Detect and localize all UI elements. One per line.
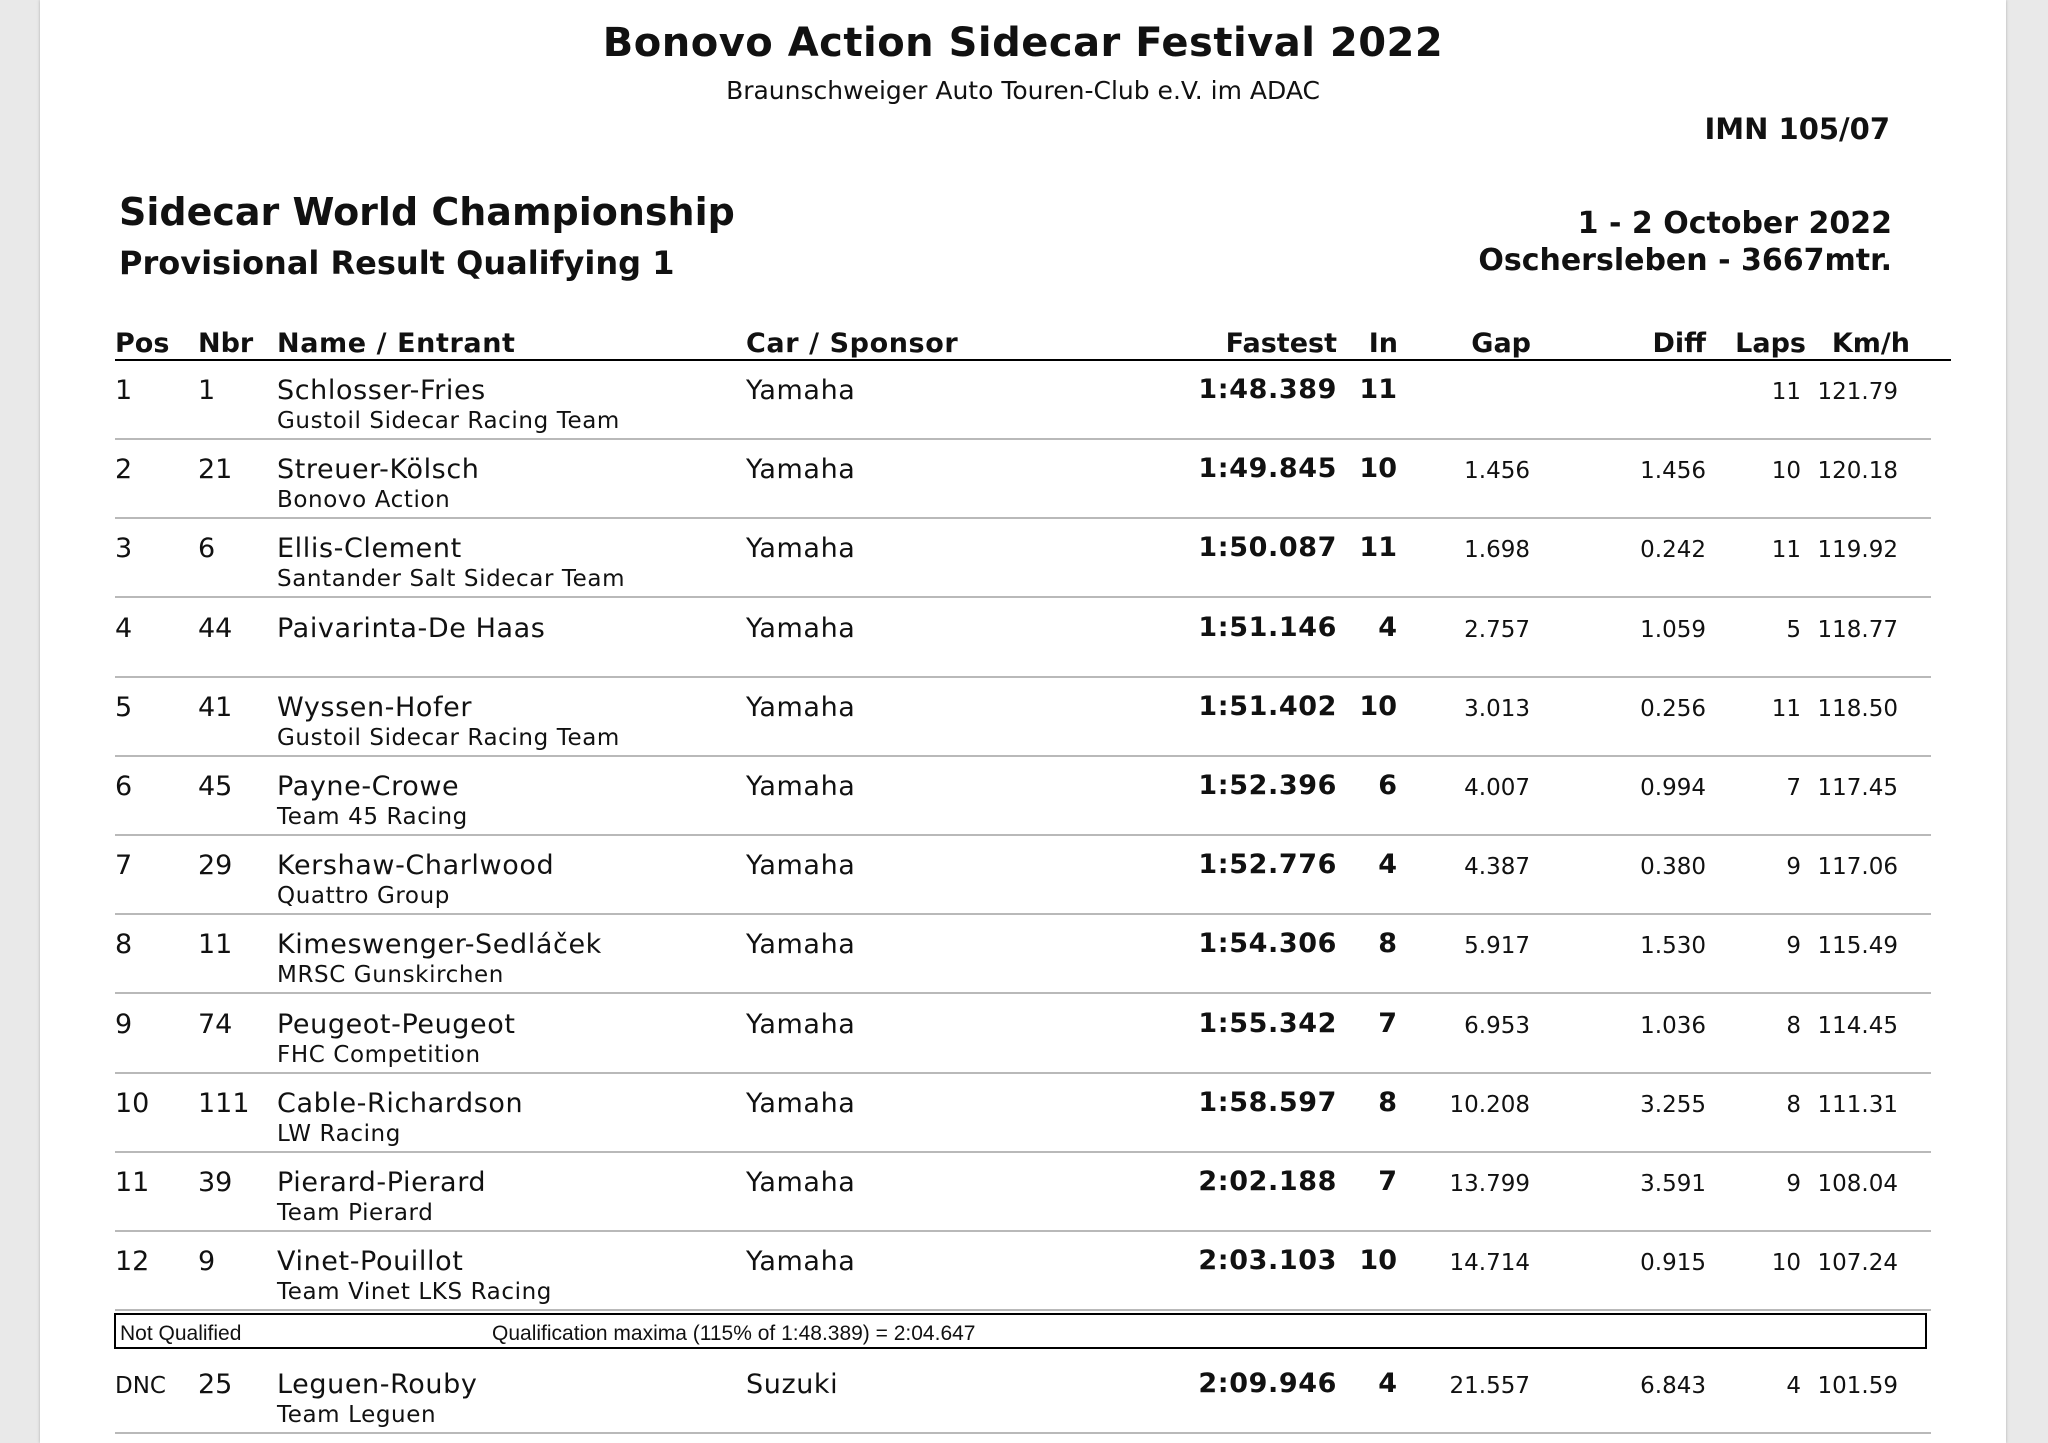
fastest-in-lap: 6 bbox=[1378, 770, 1397, 801]
gap-value: 4.387 bbox=[1464, 854, 1530, 880]
car-sponsor: Yamaha bbox=[746, 1009, 856, 1040]
fastest-in-lap: 8 bbox=[1378, 928, 1397, 959]
gap-value: 1.456 bbox=[1464, 458, 1530, 484]
crew-name: Vinet-Pouillot bbox=[277, 1246, 464, 1277]
crew-name: Peugeot-Peugeot bbox=[277, 1009, 516, 1040]
speed-value: 111.31 bbox=[1817, 1092, 1898, 1118]
car-sponsor: Yamaha bbox=[746, 533, 856, 564]
row-divider bbox=[115, 596, 1931, 598]
car-sponsor: Yamaha bbox=[746, 929, 856, 960]
table-row bbox=[40, 995, 2006, 1074]
fastest-lap: 1:51.146 bbox=[1198, 612, 1337, 643]
number-cell: 9 bbox=[198, 1246, 216, 1277]
laps-value: 10 bbox=[1771, 1250, 1801, 1276]
gap-value: 21.557 bbox=[1449, 1373, 1530, 1399]
speed-value: 117.06 bbox=[1817, 854, 1898, 880]
diff-value: 1.036 bbox=[1640, 1013, 1706, 1039]
entrant-name: Team Leguen bbox=[277, 1402, 437, 1428]
gap-value: 6.953 bbox=[1464, 1013, 1530, 1039]
fastest-lap: 2:02.188 bbox=[1198, 1166, 1337, 1197]
pos-cell: 11 bbox=[115, 1167, 150, 1198]
diff-value: 1.059 bbox=[1640, 617, 1706, 643]
crew-name: Kimeswenger-Sedláček bbox=[277, 929, 602, 960]
diff-value: 3.591 bbox=[1640, 1171, 1706, 1197]
diff-value: 0.915 bbox=[1640, 1250, 1706, 1276]
speed-value: 117.45 bbox=[1817, 775, 1898, 801]
gap-value: 13.799 bbox=[1449, 1171, 1530, 1197]
col-car: Car / Sponsor bbox=[746, 328, 959, 359]
speed-value: 118.50 bbox=[1817, 696, 1898, 722]
fastest-lap: 1:55.342 bbox=[1198, 1008, 1337, 1039]
diff-value: 0.256 bbox=[1640, 696, 1706, 722]
crew-name: Kershaw-Charlwood bbox=[277, 850, 555, 881]
imn-number: IMN 105/07 bbox=[1704, 112, 1890, 146]
results-page bbox=[40, 0, 2006, 1443]
championship-title: Sidecar World Championship bbox=[119, 190, 735, 234]
col-fastest: Fastest bbox=[1225, 328, 1337, 359]
speed-value: 119.92 bbox=[1817, 537, 1898, 563]
pos-cell: 3 bbox=[115, 533, 133, 564]
organizer: Braunschweiger Auto Touren-Club e.V. im ADAC bbox=[726, 76, 1320, 105]
car-sponsor: Suzuki bbox=[746, 1369, 839, 1400]
table-row bbox=[40, 1355, 2006, 1434]
laps-value: 10 bbox=[1771, 458, 1801, 484]
number-cell: 44 bbox=[198, 613, 233, 644]
pos-cell: 12 bbox=[115, 1246, 150, 1277]
number-cell: 39 bbox=[198, 1167, 233, 1198]
fastest-lap: 1:58.597 bbox=[1198, 1087, 1337, 1118]
entrant-name: Gustoil Sidecar Racing Team bbox=[277, 408, 620, 434]
laps-value: 8 bbox=[1786, 1092, 1801, 1118]
fastest-lap: 2:03.103 bbox=[1198, 1245, 1337, 1276]
pos-cell: 2 bbox=[115, 454, 133, 485]
gap-value: 4.007 bbox=[1464, 775, 1530, 801]
fastest-lap: 1:48.389 bbox=[1198, 374, 1337, 405]
fastest-in-lap: 10 bbox=[1359, 691, 1397, 722]
row-divider bbox=[115, 1309, 1931, 1311]
crew-name: Payne-Crowe bbox=[277, 771, 460, 802]
entrant-name: Quattro Group bbox=[277, 883, 450, 909]
speed-value: 115.49 bbox=[1817, 933, 1898, 959]
car-sponsor: Yamaha bbox=[746, 850, 856, 881]
speed-value: 107.24 bbox=[1817, 1250, 1898, 1276]
gap-value: 2.757 bbox=[1464, 617, 1530, 643]
table-row bbox=[40, 361, 2006, 440]
event-venue: Oschersleben - 3667mtr. bbox=[1478, 243, 1892, 278]
crew-name: Paivarinta-De Haas bbox=[277, 613, 546, 644]
not-qualified-label: Not Qualified bbox=[120, 1322, 242, 1345]
entrant-name: LW Racing bbox=[277, 1121, 401, 1147]
laps-value: 9 bbox=[1786, 1171, 1801, 1197]
pos-cell: 5 bbox=[115, 692, 133, 723]
laps-value: 9 bbox=[1786, 854, 1801, 880]
entrant-name: Bonovo Action bbox=[277, 487, 451, 513]
number-cell: 21 bbox=[198, 454, 233, 485]
entrant-name: Santander Salt Sidecar Team bbox=[277, 566, 626, 592]
laps-value: 11 bbox=[1771, 379, 1801, 405]
table-row bbox=[40, 757, 2006, 836]
laps-value: 8 bbox=[1786, 1013, 1801, 1039]
laps-value: 11 bbox=[1771, 696, 1801, 722]
fastest-in-lap: 4 bbox=[1378, 849, 1397, 880]
pos-cell: 6 bbox=[115, 771, 133, 802]
crew-name: Leguen-Rouby bbox=[277, 1369, 478, 1400]
car-sponsor: Yamaha bbox=[746, 1088, 856, 1119]
qualification-maxima: Qualification maxima (115% of 1:48.389) = 2:04.647 bbox=[492, 1322, 976, 1345]
table-row bbox=[40, 519, 2006, 598]
not-qualified-box bbox=[114, 1313, 1927, 1349]
col-in: In bbox=[1368, 328, 1398, 359]
diff-value: 0.994 bbox=[1640, 775, 1706, 801]
fastest-lap: 1:52.776 bbox=[1198, 849, 1337, 880]
speed-value: 118.77 bbox=[1817, 617, 1898, 643]
car-sponsor: Yamaha bbox=[746, 1246, 856, 1277]
speed-value: 114.45 bbox=[1817, 1013, 1898, 1039]
table-row bbox=[40, 915, 2006, 994]
diff-value: 0.242 bbox=[1640, 537, 1706, 563]
laps-value: 4 bbox=[1786, 1373, 1801, 1399]
pos-cell: DNC bbox=[115, 1373, 166, 1399]
number-cell: 1 bbox=[198, 375, 216, 406]
gap-value: 14.714 bbox=[1449, 1250, 1530, 1276]
pos-cell: 1 bbox=[115, 375, 133, 406]
fastest-lap: 1:49.845 bbox=[1198, 453, 1337, 484]
speed-value: 101.59 bbox=[1817, 1373, 1898, 1399]
car-sponsor: Yamaha bbox=[746, 375, 856, 406]
crew-name: Streuer-Kölsch bbox=[277, 454, 480, 485]
number-cell: 29 bbox=[198, 850, 233, 881]
pos-cell: 10 bbox=[115, 1088, 150, 1119]
table-row bbox=[40, 678, 2006, 757]
event-dates: 1 - 2 October 2022 bbox=[1577, 206, 1892, 241]
diff-value: 1.456 bbox=[1640, 458, 1706, 484]
pos-cell: 8 bbox=[115, 929, 133, 960]
fastest-lap: 1:51.402 bbox=[1198, 691, 1337, 722]
fastest-in-lap: 10 bbox=[1359, 1245, 1397, 1276]
speed-value: 120.18 bbox=[1817, 458, 1898, 484]
col-gap: Gap bbox=[1471, 328, 1531, 359]
crew-name: Schlosser-Fries bbox=[277, 375, 486, 406]
number-cell: 25 bbox=[198, 1369, 233, 1400]
entrant-name: Gustoil Sidecar Racing Team bbox=[277, 725, 620, 751]
table-row bbox=[40, 1153, 2006, 1232]
fastest-in-lap: 7 bbox=[1378, 1008, 1397, 1039]
car-sponsor: Yamaha bbox=[746, 613, 856, 644]
crew-name: Ellis-Clement bbox=[277, 533, 462, 564]
col-diff: Diff bbox=[1652, 328, 1706, 359]
gap-value: 1.698 bbox=[1464, 537, 1530, 563]
laps-value: 9 bbox=[1786, 933, 1801, 959]
col-laps: Laps bbox=[1735, 328, 1806, 359]
car-sponsor: Yamaha bbox=[746, 771, 856, 802]
fastest-in-lap: 4 bbox=[1378, 1368, 1397, 1399]
fastest-in-lap: 4 bbox=[1378, 612, 1397, 643]
laps-value: 5 bbox=[1786, 617, 1801, 643]
fastest-in-lap: 7 bbox=[1378, 1166, 1397, 1197]
session-title: Provisional Result Qualifying 1 bbox=[119, 244, 675, 282]
diff-value: 3.255 bbox=[1640, 1092, 1706, 1118]
diff-value: 6.843 bbox=[1640, 1373, 1706, 1399]
car-sponsor: Yamaha bbox=[746, 1167, 856, 1198]
col-nbr: Nbr bbox=[198, 328, 254, 359]
crew-name: Pierard-Pierard bbox=[277, 1167, 487, 1198]
laps-value: 7 bbox=[1786, 775, 1801, 801]
col-kmh: Km/h bbox=[1831, 328, 1910, 359]
event-title: Bonovo Action Sidecar Festival 2022 bbox=[602, 20, 1444, 66]
table-row bbox=[40, 440, 2006, 519]
gap-value: 5.917 bbox=[1464, 933, 1530, 959]
col-name: Name / Entrant bbox=[277, 328, 516, 359]
gap-value: 10.208 bbox=[1449, 1092, 1530, 1118]
fastest-lap: 1:54.306 bbox=[1198, 928, 1337, 959]
crew-name: Cable-Richardson bbox=[277, 1088, 524, 1119]
number-cell: 11 bbox=[198, 929, 233, 960]
car-sponsor: Yamaha bbox=[746, 692, 856, 723]
col-pos: Pos bbox=[115, 328, 170, 359]
fastest-in-lap: 11 bbox=[1359, 374, 1397, 405]
number-cell: 45 bbox=[198, 771, 233, 802]
gap-value: 3.013 bbox=[1464, 696, 1530, 722]
entrant-name: Team Vinet LKS Racing bbox=[277, 1279, 552, 1305]
fastest-in-lap: 8 bbox=[1378, 1087, 1397, 1118]
number-cell: 111 bbox=[198, 1088, 250, 1119]
entrant-name: Team Pierard bbox=[277, 1200, 434, 1226]
number-cell: 6 bbox=[198, 533, 216, 564]
crew-name: Wyssen-Hofer bbox=[277, 692, 473, 723]
fastest-in-lap: 11 bbox=[1359, 532, 1397, 563]
diff-value: 0.380 bbox=[1640, 854, 1706, 880]
fastest-lap: 2:09.946 bbox=[1198, 1368, 1337, 1399]
table-row bbox=[40, 1232, 2006, 1311]
car-sponsor: Yamaha bbox=[746, 454, 856, 485]
laps-value: 11 bbox=[1771, 537, 1801, 563]
speed-value: 121.79 bbox=[1817, 379, 1898, 405]
table-row bbox=[40, 599, 2006, 678]
fastest-lap: 1:52.396 bbox=[1198, 770, 1337, 801]
fastest-lap: 1:50.087 bbox=[1198, 532, 1337, 563]
pos-cell: 9 bbox=[115, 1009, 133, 1040]
pos-cell: 7 bbox=[115, 850, 133, 881]
entrant-name: Team 45 Racing bbox=[277, 804, 468, 830]
speed-value: 108.04 bbox=[1817, 1171, 1898, 1197]
diff-value: 1.530 bbox=[1640, 933, 1706, 959]
pos-cell: 4 bbox=[115, 613, 133, 644]
fastest-in-lap: 10 bbox=[1359, 453, 1397, 484]
number-cell: 74 bbox=[198, 1009, 233, 1040]
table-row bbox=[40, 836, 2006, 915]
entrant-name: MRSC Gunskirchen bbox=[277, 962, 504, 988]
table-row bbox=[40, 1074, 2006, 1153]
row-divider bbox=[115, 1432, 1931, 1434]
entrant-name: FHC Competition bbox=[277, 1042, 481, 1068]
row-divider bbox=[115, 992, 1931, 994]
number-cell: 41 bbox=[198, 692, 233, 723]
